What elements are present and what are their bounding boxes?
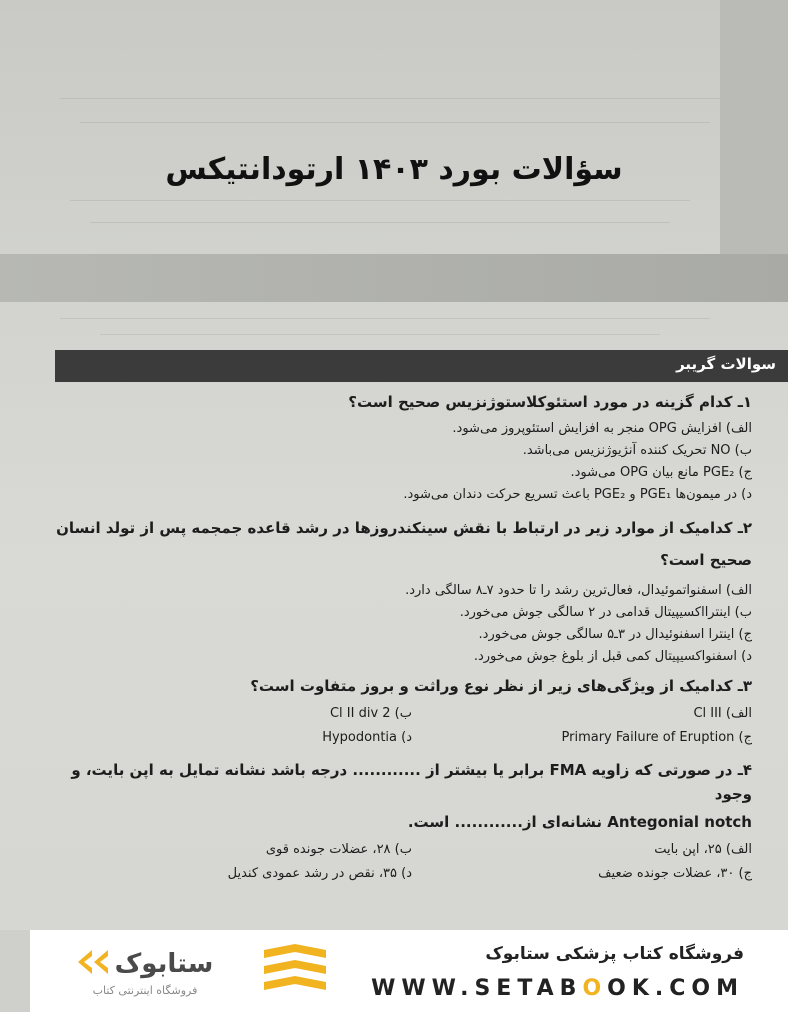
option-be: ب) NO تحریک کننده آنژیوژنزیس می‌باشد.: [522, 443, 752, 458]
option-dal: د) اسفنواکسیپیتال کمی قبل از بلوغ جوش می‌خورد.: [473, 649, 752, 664]
question-text: ۲ـ کدامیک از موارد زیر در ارتباط با نقش سینکندروزها در رشد قاعده جمجمه پس از تولد انسان صحیح است؟: [56, 519, 752, 569]
option-alef: الف) ۲۵، اپن بایت: [654, 842, 752, 857]
option-jim: ج) اینترا اسفنوئیدال در ۳ـ۵ سالگی جوش می‌خورد.: [478, 627, 752, 642]
question-3: [34, 674, 752, 750]
option-alef: الف) افزایش OPG منجر به افزایش استئوپروز می‌شود.: [452, 421, 752, 436]
options-row-2: [34, 726, 752, 750]
option-be: ب) اینترااکسیپیتال قدامی در ۲ سالگی جوش می‌خورد.: [459, 605, 752, 620]
question-text-line-1: ۴ـ در صورتی که زاویه FMA برابر یا بیشتر از ............ درجه باشد نشانه تمایل به اپن بایت، و وجود: [71, 761, 752, 803]
header-band: [0, 254, 788, 302]
logo-subtitle: فروشگاه اینترنتی کتاب: [92, 984, 198, 997]
svg-text:ستابوک: ستابوک: [114, 949, 212, 979]
section-header: [55, 350, 788, 382]
option-jim: ج) ۳۰، عضلات جونده ضعیف: [598, 866, 752, 881]
option-jim: ج) Primary Failure of Eruption: [561, 730, 752, 745]
question-2: [34, 512, 752, 668]
section-header-label: سوالات گریبر: [676, 355, 776, 373]
questions-list: [34, 388, 752, 886]
option-jim: ج) PGE₂ مانع بیان OPG می‌شود.: [570, 465, 752, 480]
options-row-1: [34, 702, 752, 726]
options-row-2: [34, 862, 752, 886]
question-1: [34, 390, 752, 506]
option-alef: الف) Cl III: [693, 706, 752, 721]
question-text-line-2: Antegonial notch نشانه‌ای از............ است.: [407, 813, 752, 831]
setabook-logo: [72, 942, 212, 982]
question-4: [34, 758, 752, 886]
watermark-footer: [30, 930, 788, 1012]
question-text: ۱ـ کدام گزینه در مورد استئوکلاستوژنزیس صحیح است؟: [348, 393, 752, 411]
option-alef: الف) اسفنواتموئیدال، فعال‌ترین رشد را تا حدود ۷ـ۸ سالگی دارد.: [405, 583, 752, 598]
options-row-1: [34, 838, 752, 862]
option-dal: د) Hypodontia: [322, 730, 412, 745]
page-title: سؤالات بورد ۱۴۰۳ ارتودانتیکس: [165, 152, 623, 187]
shop-name: فروشگاه کتاب پزشکی ستابوک: [485, 944, 744, 964]
setabook-logo-icon: [72, 942, 212, 982]
option-be: ب) Cl II div 2: [329, 706, 412, 721]
option-be: ب) ۲۸، عضلات جونده قوی: [265, 842, 412, 857]
question-text: ۳ـ کدامیک از ویژگی‌های زیر از نظر نوع وراثت و بروز متفاوت است؟: [250, 677, 752, 695]
option-dal: د) ۳۵، نقص در رشد عمودی کندیل: [227, 866, 412, 881]
option-dal: د) در میمون‌ها PGE₁ و PGE₂ باعث تسریع حرکت دندان می‌شود.: [403, 487, 752, 502]
shop-url: WWW.SETABOOK.COM: [371, 976, 744, 1001]
book-stack-icon: [260, 942, 330, 1000]
